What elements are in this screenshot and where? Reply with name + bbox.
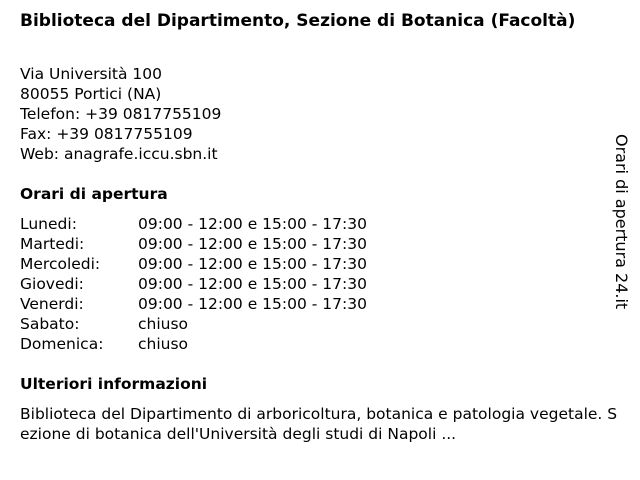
hours-time: chiuso: [138, 315, 189, 333]
website-link[interactable]: Web: anagrafe.iccu.sbn.it: [20, 145, 218, 163]
hours-row-tuesday: [20, 234, 367, 254]
hours-day: Lunedi:: [20, 215, 77, 233]
more-info-heading: Ulteriori informazioni: [20, 375, 208, 393]
description-text: Biblioteca del Dipartimento di arboricoltura, botanica e patologia vegetale. Sezione di botanica dell'Università degli studi di Napoli ...: [20, 405, 618, 443]
fax-number: Fax: +39 0817755109: [20, 125, 193, 143]
hours-day: Martedi:: [20, 235, 85, 253]
phone-number[interactable]: Telefon: +39 0817755109: [20, 105, 222, 123]
hours-day: Sabato:: [20, 315, 80, 333]
city-address: 80055 Portici (NA): [20, 85, 162, 103]
hours-time: 09:00 - 12:00 e 15:00 - 17:30: [138, 235, 367, 253]
hours-row-sunday: [20, 334, 367, 354]
hours-row-saturday: [20, 314, 367, 334]
address-block: [20, 64, 221, 164]
hours-day: Mercoledi:: [20, 255, 101, 273]
hours-day: Venerdi:: [20, 295, 84, 313]
opening-hours-heading: Orari di apertura: [20, 185, 168, 203]
opening-hours-table: [20, 214, 367, 354]
hours-row-thursday: [20, 274, 367, 294]
street-address: Via Università 100: [20, 65, 163, 83]
hours-time: 09:00 - 12:00 e 15:00 - 17:30: [138, 275, 367, 293]
hours-time: 09:00 - 12:00 e 15:00 - 17:30: [138, 215, 367, 233]
hours-row-wednesday: [20, 254, 367, 274]
hours-time: 09:00 - 12:00 e 15:00 - 17:30: [138, 295, 367, 313]
page-title: Biblioteca del Dipartimento, Sezione di Botanica (Facoltà): [20, 11, 576, 31]
hours-day: Giovedi:: [20, 275, 84, 293]
hours-row-monday: [20, 214, 367, 234]
site-watermark: Orari di apertura 24.it: [612, 134, 631, 310]
hours-row-friday: [20, 294, 367, 314]
hours-time: chiuso: [138, 335, 189, 353]
hours-day: Domenica:: [20, 335, 104, 353]
hours-time: 09:00 - 12:00 e 15:00 - 17:30: [138, 255, 367, 273]
